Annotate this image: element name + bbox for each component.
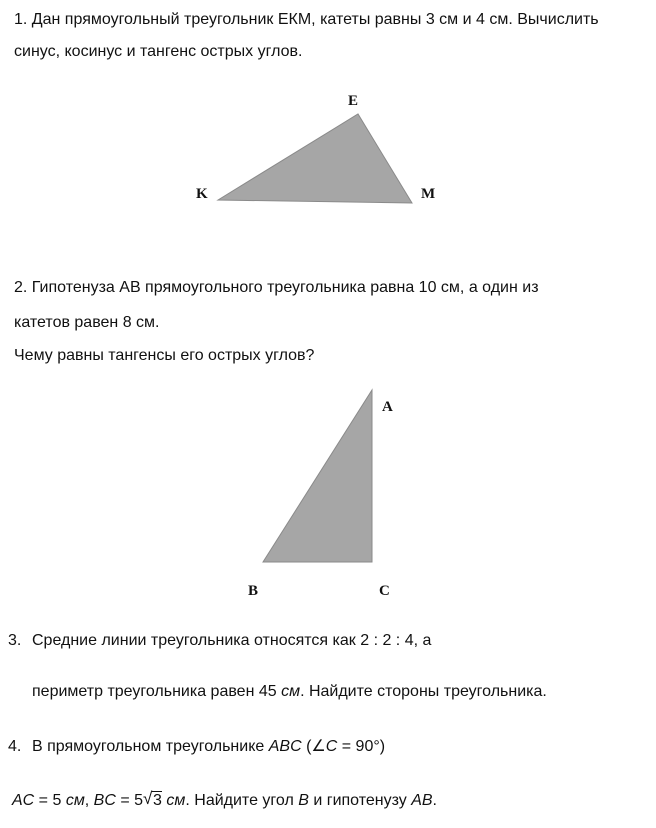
comma: ,: [84, 792, 94, 809]
problem-1-line-2: синус, косинус и тангенс острых углов.: [14, 43, 303, 60]
side-bc-value: = 5: [115, 792, 144, 809]
paren-open: (: [301, 738, 312, 755]
angle-c: ∠C: [311, 738, 338, 755]
vertex-label-b: B: [248, 583, 259, 599]
vertex-label-k: K: [196, 186, 208, 202]
vertex-label-c: C: [379, 583, 390, 599]
problem-4-line-1: [32, 737, 385, 757]
problem-1-line-1: 1. Дан прямоугольный треугольник ЕКМ, катеты равны 3 см и 4 см. Вычислить: [14, 11, 599, 28]
problem-2-line-1: 2. Гипотенуза АВ прямоугольного треугольника равна 10 см, а один из: [14, 279, 539, 296]
sqrt-sign: √: [143, 789, 153, 808]
triangle-ekm: [218, 114, 412, 203]
problem-2-line-2: катетов равен 8 см.: [14, 314, 160, 331]
final-dot: .: [432, 792, 437, 809]
angle-value: = 90°): [337, 738, 386, 755]
unit-cm: см: [281, 683, 301, 700]
problem-4-line-2: [12, 791, 437, 811]
problem-3-number: 3.: [8, 632, 22, 649]
problem-2-line-3: Чему равны тангенсы его острых углов?: [14, 347, 315, 364]
find-text-mid: и гипотенузу: [308, 792, 412, 809]
vertex-label-e: E: [348, 93, 359, 109]
problem-3-text-end: . Найдите стороны треугольника.: [300, 683, 547, 700]
unit-cm-1: см: [65, 792, 85, 809]
problem-4-text: В прямоугольном треугольнике: [32, 738, 269, 755]
side-bc: BC: [93, 792, 116, 809]
angle-b: B: [298, 792, 309, 809]
problem-4-number: 4.: [8, 738, 22, 755]
problem-3-line-1: Средние линии треугольника относятся как 2 : 2 : 4, а: [32, 632, 432, 649]
sqrt-argument: 3: [153, 792, 162, 809]
vertex-label-m: M: [421, 186, 436, 202]
side-ac: AC: [12, 792, 35, 809]
unit-cm-2: см: [166, 792, 186, 809]
find-text: . Найдите угол: [185, 792, 299, 809]
triangle-name: ABC: [268, 738, 302, 755]
hypotenuse-ab: AB: [411, 792, 433, 809]
vertex-label-a: A: [382, 399, 393, 415]
triangle-abc: [263, 390, 372, 562]
problem-3-text: периметр треугольника равен 45: [32, 683, 282, 700]
side-ac-value: = 5: [34, 792, 66, 809]
sqrt-expression: [143, 791, 162, 811]
problem-3-line-2: [32, 682, 547, 702]
